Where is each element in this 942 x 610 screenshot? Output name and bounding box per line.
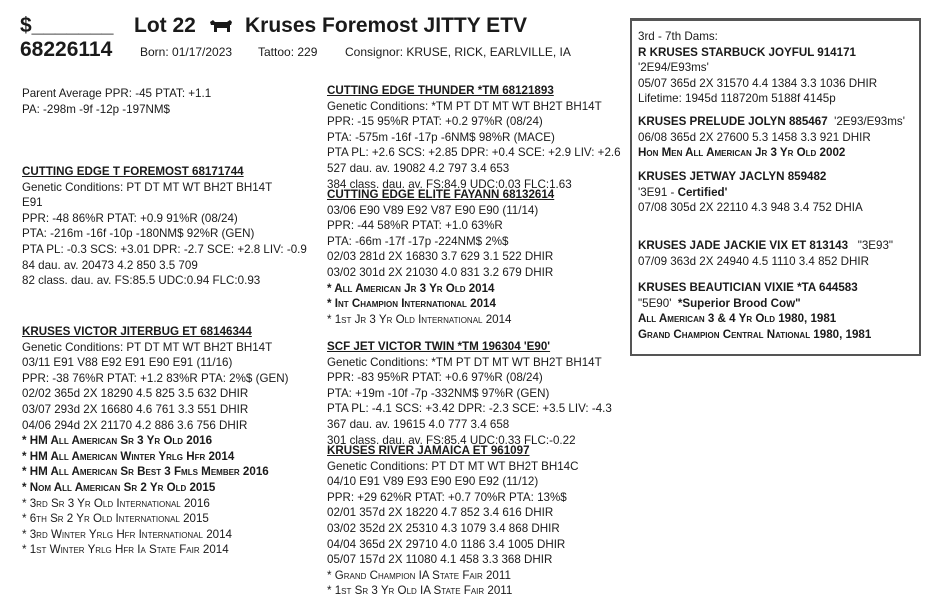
dams-heading: 3rd - 7th Dams: (638, 30, 718, 43)
dam-7-name: KRUSES BEAUTICIAN VIXIE *TA 644583 (638, 281, 858, 294)
dam-sire-title: SCF JET VICTOR TWIN *TM 196304 'E90' (327, 340, 551, 353)
sire-dam-line: 03/02 301d 2X 21030 4.0 831 3.2 679 DHIR (327, 265, 554, 279)
lot-number: Lot 22 (134, 14, 196, 37)
dam-7-award: All American 3 & 4 Yr Old 1980, 1981 (638, 312, 837, 326)
dam-line: 04/06 294d 2X 21170 4.2 886 3.6 756 DHIR (22, 418, 248, 432)
sire-dam-line: PPR: -44 58%R PTAT: +1.0 63%R (327, 219, 503, 233)
animal-name: Kruses Foremost JITTY ETV (245, 14, 528, 37)
sire-line: PPR: -48 86%R PTAT: +0.9 91%R (08/24) (22, 211, 238, 225)
tattoo: Tattoo: 229 (258, 45, 318, 59)
dam-7-class: "5E90' (638, 296, 672, 310)
dam-sire-line: 367 dau. av. 19615 4.0 777 3.4 658 (327, 417, 510, 431)
sire-dam-line: 03/06 E90 V89 E92 V87 E90 E90 (11/14) (327, 203, 539, 217)
sire-block (22, 164, 307, 289)
dam-award: * 6th Sr 2 Yr Old International 2015 (22, 512, 209, 526)
dam-6-record: 07/09 363d 2X 24940 4.5 1110 3.4 852 DHIR (638, 254, 869, 268)
sire-line: 82 class. dau. av. FS:85.5 UDC:0.94 FLC:0.93 (22, 274, 261, 288)
sire-dam-title: CUTTING EDGE ELITE FAYANN 68132614 (327, 188, 555, 201)
dam-dam-title: KRUSES RIVER JAMAICA ET 961097 (327, 444, 530, 457)
dam-6-class: "3E93" (857, 239, 894, 252)
dam-5-certified: Certified' (677, 185, 728, 199)
dams-box-content (638, 280, 871, 342)
dam-award: * HM All American Winter Yrlg Hfr 2014 (22, 449, 235, 463)
dam-dam-line: PPR: +29 62%R PTAT: +0.7 70%R PTA: 13%$ (327, 490, 567, 504)
sire-sire-line: Genetic Conditions: *TM PT DT MT WT BH2T BH14T (327, 99, 602, 113)
sire-line: E91 (22, 196, 43, 210)
sire-sire-line: PTA: -575m -16f -17p -6NM$ 98%R (MACE) (327, 130, 555, 144)
dam-dam-award: * Grand Champion IA State Fair 2011 (327, 568, 511, 582)
sire-sire-line: 527 dau. av. 19082 4.2 797 3.4 653 (327, 161, 510, 175)
dam-line: Genetic Conditions: PT DT MT WT BH2T BH14T (22, 340, 273, 354)
consignor: Consignor: KRUSE, RICK, EARLVILLE, IA (345, 45, 571, 59)
dams-box-content (638, 29, 877, 107)
dam-sire-line: PTA: +19m -10f -7p -332NM$ 97%R (GEN) (327, 386, 550, 400)
sire-dam-block (327, 187, 554, 327)
sire-dam-award: * 1st Jr 3 Yr Old International 2014 (327, 312, 512, 326)
dam-5-name: KRUSES JETWAY JACLYN 859482 (638, 170, 827, 183)
dam-3-lifetime: Lifetime: 1945d 118720m 5188f 4145p (638, 92, 836, 106)
dams-box (630, 18, 921, 356)
dam-7-award: Grand Champion Central National 1980, 1981 (638, 327, 872, 341)
dam-3-record: 05/07 365d 2X 31570 4.4 1384 3.3 1036 DHIR (638, 76, 878, 90)
dam-line: 02/02 365d 2X 18290 4.5 825 3.5 632 DHIR (22, 387, 249, 401)
parent-average-line: PA: -298m -9f -12p -197NM$ (22, 102, 170, 116)
dam-dam-block (327, 443, 579, 599)
sire-line: 84 dau. av. 20473 4.2 850 3.5 709 (22, 258, 198, 272)
dam-7-note: *Superior Brood Cow" (677, 296, 801, 310)
price-field: $_______ (20, 14, 114, 37)
dam-dam-award: * 1st Sr 3 Yr Old IA State Fair 2011 (327, 584, 513, 598)
sire-dam-line: 02/03 281d 2X 16830 3.7 629 3.1 522 DHIR (327, 250, 554, 264)
dam-4-class: '2E93/E93ms' (834, 115, 905, 128)
dams-box-content (638, 169, 863, 216)
parent-average-line: Parent Average PPR: -45 PTAT: +1.1 (22, 87, 212, 100)
dam-dam-line: 05/07 157d 2X 11080 4.1 458 3.3 368 DHIR (327, 553, 553, 567)
dam-6-name: KRUSES JADE JACKIE VIX ET 813143 (638, 239, 849, 252)
dam-block (22, 324, 288, 558)
registration-number: 68226114 (20, 38, 113, 61)
dam-4-name: KRUSES PRELUDE JOLYN 885467 (638, 115, 828, 128)
dams-box-content (638, 238, 893, 269)
dam-dam-line: 04/10 E91 V89 E93 E90 E90 E92 (11/12) (327, 475, 539, 489)
dam-sire-line: PPR: -83 95%R PTAT: +0.6 97%R (08/24) (327, 371, 543, 385)
dam-3-name: R KRUSES STARBUCK JOYFUL 914171 (638, 45, 856, 59)
dam-dam-line: 03/02 352d 2X 25310 4.3 1079 3.4 868 DHIR (327, 521, 560, 535)
dam-3-class: '2E94/E93ms' (638, 61, 709, 75)
dam-award: * Nom All American Sr 2 Yr Old 2015 (22, 480, 216, 494)
dam-award: * 3rd Winter Yrlg Hfr International 2014 (22, 527, 232, 541)
dam-award: * HM All American Sr 3 Yr Old 2016 (22, 434, 213, 448)
parent-average-block (22, 86, 211, 117)
dam-5-class: '3E91 - (638, 185, 678, 199)
dam-line: PPR: -38 76%R PTAT: +1.2 83%R PTA: 2%$ (GEN) (22, 371, 289, 385)
dams-box-content (638, 114, 905, 161)
dam-4-award: Hon Men All American Jr 3 Yr Old 2002 (638, 146, 846, 160)
dam-sire-line: 301 class. dau. av. FS:85.4 UDC:0.33 FLC:-0.22 (327, 433, 576, 447)
dam-sire-line: Genetic Conditions: *TM PT DT MT WT BH2T BH14T (327, 355, 602, 369)
dam-line: 03/07 293d 2X 16680 4.6 761 3.3 551 DHIR (22, 402, 249, 416)
dam-5-record: 07/08 305d 2X 22110 4.3 948 3.4 752 DHIA (638, 201, 863, 215)
born-date: Born: 01/17/2023 (140, 45, 233, 59)
cow-icon (209, 17, 233, 33)
dam-dam-line: Genetic Conditions: PT DT MT WT BH2T BH14C (327, 459, 579, 473)
dam-award: * 1st Winter Yrlg Hfr Ia State Fair 2014 (22, 543, 229, 557)
dam-dam-line: 04/04 365d 2X 29710 4.0 1186 3.4 1005 DHIR (327, 537, 566, 551)
sire-sire-line: PTA PL: +2.6 SCS: +2.85 DPR: +0.4 SCE: +2.9 LIV: +2.6 (327, 146, 621, 160)
dam-dam-line: 02/01 357d 2X 18220 4.7 852 3.4 616 DHIR (327, 506, 554, 520)
dam-line: 03/11 E91 V88 E92 E91 E90 E91 (11/16) (22, 356, 233, 370)
sire-dam-line: PTA: -66m -17f -17p -224NM$ 2%$ (327, 234, 509, 248)
dam-sire-block (327, 339, 612, 448)
sire-sire-line: PPR: -15 95%R PTAT: +0.2 97%R (08/24) (327, 115, 543, 129)
sire-sire-block (327, 83, 621, 192)
dam-award: * HM All American Sr Best 3 Fmls Member 2016 (22, 465, 269, 479)
sire-line: Genetic Conditions: PT DT MT WT BH2T BH14T (22, 180, 273, 194)
sire-line: PTA: -216m -16f -10p -180NM$ 92%R (GEN) (22, 227, 255, 241)
sire-dam-award: * Int Champion International 2014 (327, 297, 496, 311)
sire-title: CUTTING EDGE T FOREMOST 68171744 (22, 165, 244, 178)
dam-title: KRUSES VICTOR JITERBUG ET 68146344 (22, 325, 252, 338)
dam-sire-line: PTA PL: -4.1 SCS: +3.42 DPR: -2.3 SCE: +3.5 LIV: -4.3 (327, 402, 612, 416)
sire-dam-award: * All American Jr 3 Yr Old 2014 (327, 281, 495, 295)
sire-sire-line: 384 class. dau. av. FS:84.9 UDC:0.03 FLC:1.63 (327, 177, 572, 191)
sire-sire-title: CUTTING EDGE THUNDER *TM 68121893 (327, 84, 554, 97)
sire-line: PTA PL: -0.3 SCS: +3.01 DPR: -2.7 SCE: +2.8 LIV: -0.9 (22, 242, 307, 256)
dam-award: * 3rd Sr 3 Yr Old International 2016 (22, 496, 210, 510)
dam-4-record: 06/08 365d 2X 27600 5.3 1458 3.3 921 DHIR (638, 130, 871, 144)
